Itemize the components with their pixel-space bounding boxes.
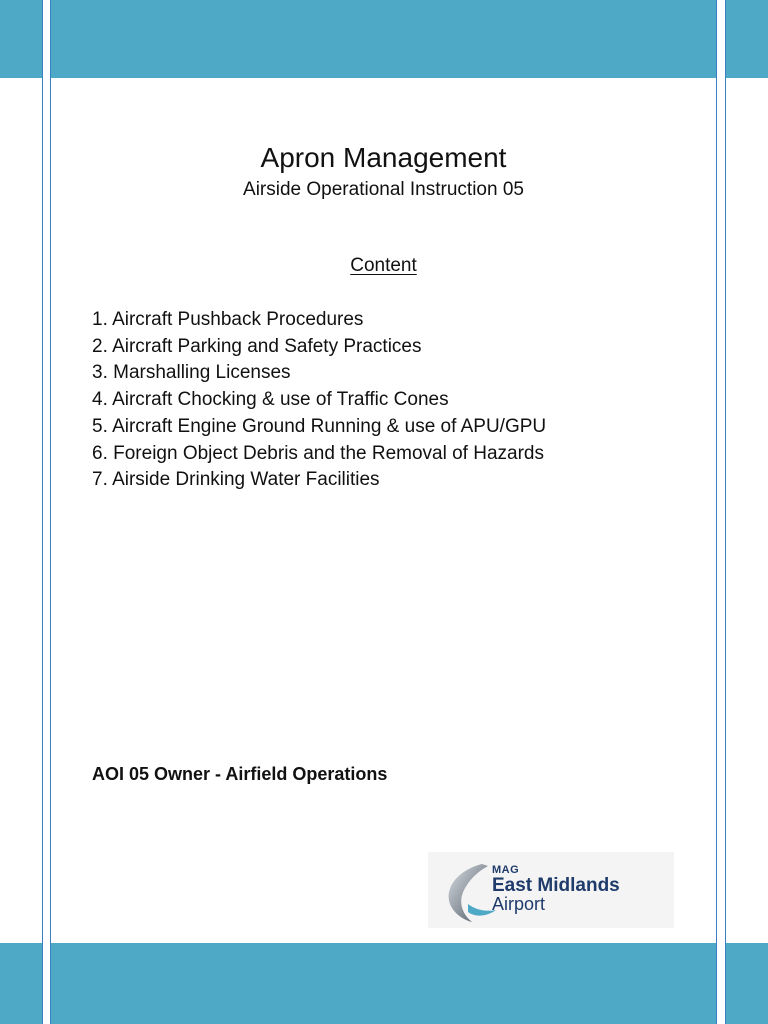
east-midlands-airport-logo [428, 852, 674, 928]
logo-group-text: MAG [492, 864, 520, 876]
document-subtitle: Airside Operational Instruction 05 [243, 179, 524, 200]
document-owner: AOI 05 Owner - Airfield Operations [92, 764, 388, 784]
toc-item: 2. Aircraft Parking and Safety Practices [92, 335, 422, 357]
toc-item: 6. Foreign Object Debris and the Removal of Hazards [92, 442, 544, 464]
footer-band-right [726, 943, 768, 1024]
toc-item: 3. Marshalling Licenses [92, 362, 291, 384]
logo-name-line2: Airport [492, 894, 546, 914]
table-of-contents [92, 307, 546, 494]
logo-name-line1: East Midlands [492, 875, 620, 896]
document-title: Apron Management [260, 142, 507, 173]
right-border-rule-outer [725, 0, 726, 1024]
toc-item: 4. Aircraft Chocking & use of Traffic Cones [92, 389, 449, 411]
contents-heading-text: Content [350, 255, 417, 276]
toc-item: 5. Aircraft Engine Ground Running & use of APU/GPU [92, 415, 547, 437]
contents-heading [51, 253, 716, 279]
toc-item: 1. Aircraft Pushback Procedures [92, 309, 364, 330]
header-band-left [0, 0, 42, 78]
toc-item: 7. Airside Drinking Water Facilities [92, 469, 380, 491]
header-band-center [51, 0, 716, 78]
footer-band-center [51, 943, 716, 1024]
airport-swoosh-icon [442, 860, 498, 924]
footer-band-left [0, 943, 42, 1024]
left-border-rule-outer [42, 0, 43, 1024]
right-border-rule-inner [716, 0, 717, 1024]
header-band-right [726, 0, 768, 78]
